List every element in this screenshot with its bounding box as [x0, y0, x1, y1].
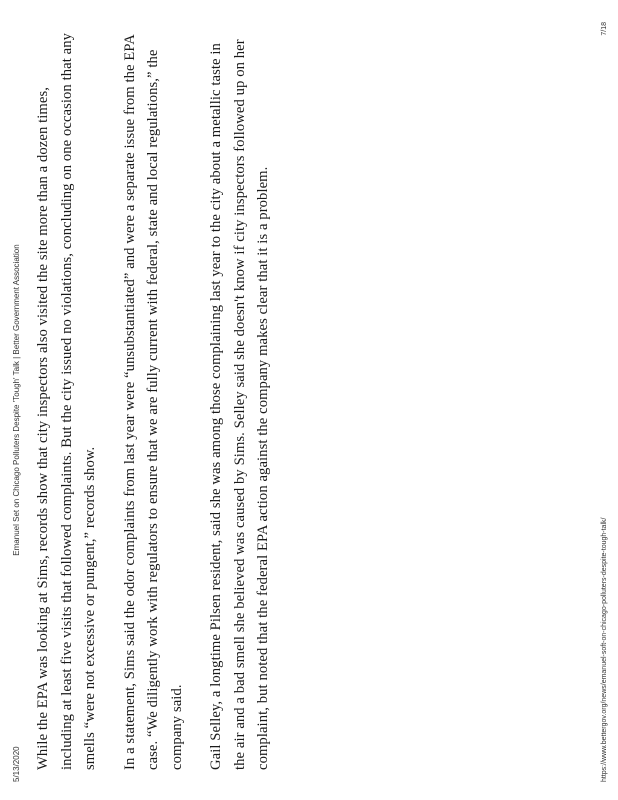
header-date: 5/13/2020 — [12, 746, 21, 782]
paragraph-3: Gail Selley, a longtime Pilsen resident, said she was among those complaining last year to the city about a metallic taste in the air and a bad smell she believed was caused by Sims. Selley said she doesn't know if city inspectors followed up on her complaint, but noted that the federal EPA action against the company makes clear that it is a problem. — [208, 39, 271, 770]
page-number: 7/18 — [601, 22, 608, 36]
paragraph-1: While the EPA was looking at Sims, records show that city inspectors also visited the site more than a dozen times, including at least five visits that followed complaints. But the city issued no violations, concluding on one occasion that any smells “were not excessive or pungent,” records show. — [35, 33, 98, 770]
paragraph-2: In a statement, Sims said the odor complaints from last year were “unsubstantiated” and were a separate issue from the EPA case. “We diligently work with regulators to ensure that we are fully current with federal, state and local regulations,” the company said. — [121, 34, 185, 770]
header-title: Emanuel Set on Chicago Polluters Despite 'Tough' Talk | Better Government Association — [12, 244, 21, 556]
footer-url: https://www.bettergov.org/news/emanuel-soft-on-chicago-polluters-despite-tough-talk/ — [601, 517, 608, 782]
article-body — [32, 30, 292, 770]
